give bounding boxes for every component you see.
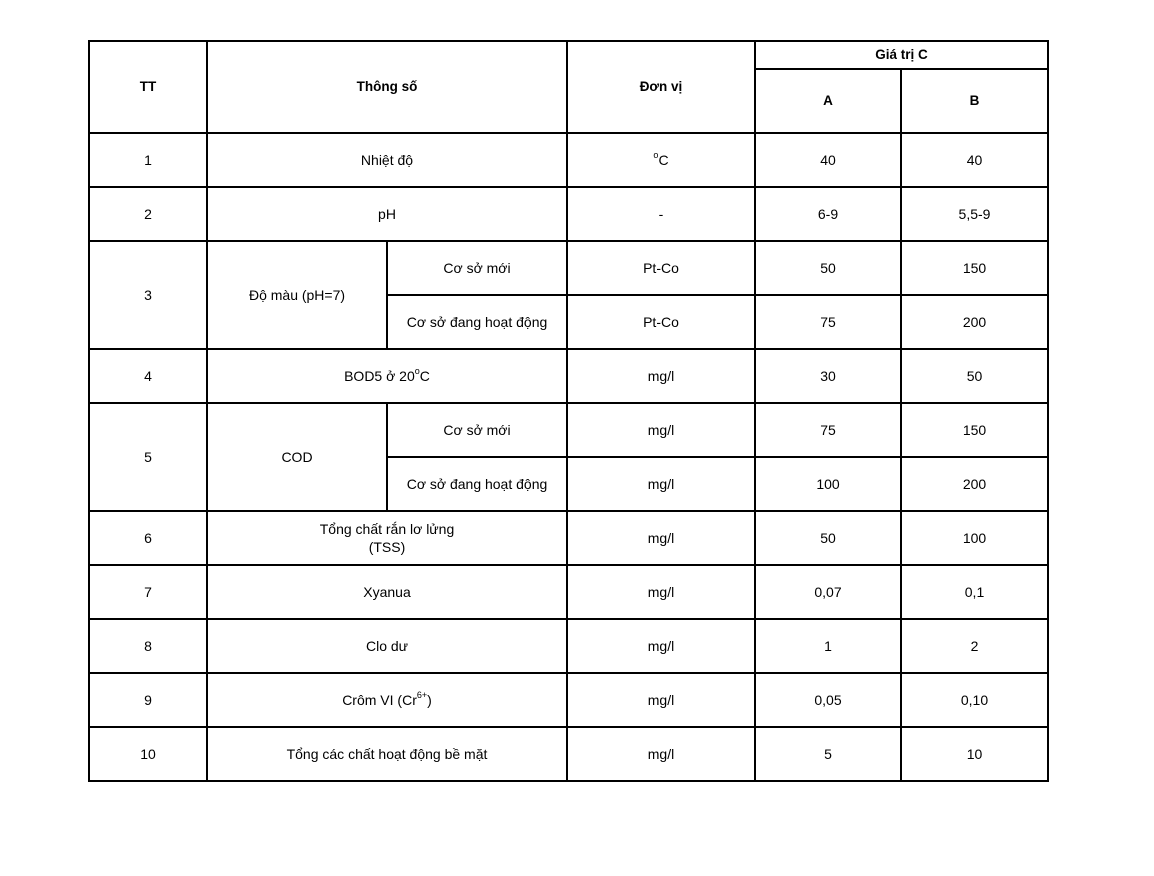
row-param: Clo dư <box>207 619 567 673</box>
row-unit: mg/l <box>567 619 755 673</box>
param-text-end: ) <box>427 692 432 708</box>
table-row <box>89 133 1048 187</box>
parameter-table <box>88 40 1049 782</box>
table-row <box>89 241 1048 295</box>
row-value-b: 200 <box>901 457 1048 511</box>
row-subparam: Cơ sở mới <box>387 241 567 295</box>
row-value-a: 50 <box>755 241 901 295</box>
row-value-b: 10 <box>901 727 1048 781</box>
header-col-a: A <box>755 69 901 133</box>
row-value-b: 40 <box>901 133 1048 187</box>
param-superscript: o <box>414 366 420 377</box>
row-tt: 8 <box>89 619 207 673</box>
row-value-b: 50 <box>901 349 1048 403</box>
row-unit: mg/l <box>567 565 755 619</box>
row-param <box>207 673 567 727</box>
row-value-a: 6-9 <box>755 187 901 241</box>
row-unit: mg/l <box>567 727 755 781</box>
row-tt: 6 <box>89 511 207 565</box>
table-row <box>89 565 1048 619</box>
row-param <box>207 349 567 403</box>
row-tt: 4 <box>89 349 207 403</box>
row-value-a: 5 <box>755 727 901 781</box>
row-unit: mg/l <box>567 673 755 727</box>
row-tt: 2 <box>89 187 207 241</box>
row-value-a: 1 <box>755 619 901 673</box>
table-row <box>89 187 1048 241</box>
row-param: Tổng các chất hoạt động bề mặt <box>207 727 567 781</box>
table-row <box>89 403 1048 457</box>
row-unit <box>567 133 755 187</box>
row-tt: 9 <box>89 673 207 727</box>
table-row <box>89 511 1048 565</box>
row-unit: mg/l <box>567 403 755 457</box>
row-value-b: 150 <box>901 403 1048 457</box>
row-unit: mg/l <box>567 457 755 511</box>
unit-text: C <box>658 152 669 168</box>
row-param: pH <box>207 187 567 241</box>
row-unit: - <box>567 187 755 241</box>
row-tt: 7 <box>89 565 207 619</box>
row-value-a: 0,07 <box>755 565 901 619</box>
row-value-b: 0,10 <box>901 673 1048 727</box>
table-row <box>89 619 1048 673</box>
unit-superscript: o <box>653 150 659 161</box>
row-value-a: 0,05 <box>755 673 901 727</box>
row-subparam: Cơ sở mới <box>387 403 567 457</box>
param-line-2: (TSS) <box>368 539 406 555</box>
row-param: COD <box>207 403 387 511</box>
header-tt: TT <box>89 41 207 133</box>
table-row <box>89 727 1048 781</box>
header-col-b: B <box>901 69 1048 133</box>
row-unit: mg/l <box>567 511 755 565</box>
row-value-b: 5,5-9 <box>901 187 1048 241</box>
row-param <box>207 511 567 565</box>
row-value-a: 75 <box>755 295 901 349</box>
row-param: Nhiệt độ <box>207 133 567 187</box>
row-tt: 5 <box>89 403 207 511</box>
row-value-b: 0,1 <box>901 565 1048 619</box>
row-subparam: Cơ sở đang hoạt động <box>387 457 567 511</box>
table-row <box>89 673 1048 727</box>
row-unit: Pt-Co <box>567 295 755 349</box>
row-value-a: 40 <box>755 133 901 187</box>
row-unit: mg/l <box>567 349 755 403</box>
param-text-end: C <box>419 368 430 384</box>
row-value-a: 30 <box>755 349 901 403</box>
row-unit: Pt-Co <box>567 241 755 295</box>
row-value-b: 100 <box>901 511 1048 565</box>
param-line-1: Tổng chất rắn lơ lửng <box>319 521 455 537</box>
row-value-a: 100 <box>755 457 901 511</box>
row-value-b: 200 <box>901 295 1048 349</box>
header-unit: Đơn vị <box>567 41 755 133</box>
header-value-group: Giá trị C <box>755 41 1048 69</box>
row-param: Độ màu (pH=7) <box>207 241 387 349</box>
row-tt: 1 <box>89 133 207 187</box>
row-tt: 10 <box>89 727 207 781</box>
param-text: BOD5 ở 20 <box>344 368 415 384</box>
param-text: Crôm VI (Cr <box>342 692 417 708</box>
param-superscript: 6+ <box>416 690 428 701</box>
row-value-b: 150 <box>901 241 1048 295</box>
header-param: Thông số <box>207 41 567 133</box>
row-param: Xyanua <box>207 565 567 619</box>
row-value-a: 75 <box>755 403 901 457</box>
table-row <box>89 349 1048 403</box>
row-subparam: Cơ sở đang hoạt động <box>387 295 567 349</box>
row-value-a: 50 <box>755 511 901 565</box>
row-tt: 3 <box>89 241 207 349</box>
row-value-b: 2 <box>901 619 1048 673</box>
